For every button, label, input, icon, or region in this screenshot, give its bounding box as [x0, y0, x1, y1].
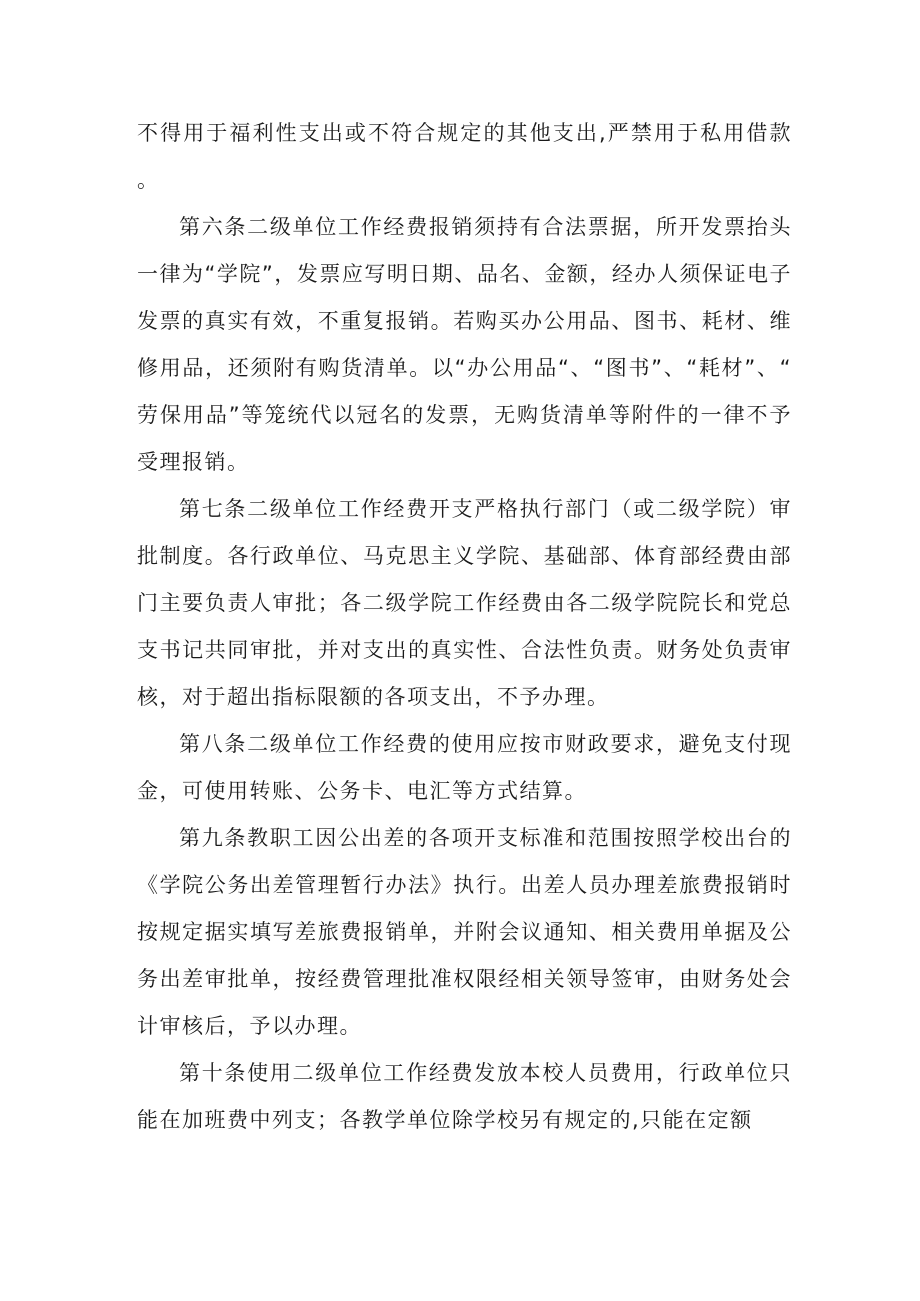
- article-6-paragraph: 第六条二级单位工作经费报销须持有合法票据，所开发票抬头一律为“学院”，发票应写明日期、品名、金额，经办人须保证电子发票的真实有效，不重复报销。若购买办公用品、图书、耗材、维修用品，还须附有购货清单。以“办公用品“、“图书”、“耗材”、“劳保用品”等笼统代以冠名的发票，无购货清单等附件的一律不予受理报销。: [137, 215, 792, 474]
- paragraph-continuation: 不得用于福利性支出或不符合规定的其他支出,严禁用于私用借款。: [137, 121, 792, 192]
- document-body: [137, 110, 792, 1144]
- article-10-paragraph: 第十条使用二级单位工作经费发放本校人员费用，行政单位只能在加班费中列支；各教学单位除学校另有规定的,只能在定额: [137, 1061, 792, 1132]
- article-9-paragraph: 第九条教职工因公出差的各项开支标准和范围按照学校出台的《学院公务出差管理暂行办法》执行。出差人员办理差旅费报销时按规定据实填写差旅费报销单，并附会议通知、相关费用单据及公务出差审批单，按经费管理批准权限经相关领导签审，由财务处会计审核后，予以办理。: [137, 826, 792, 1038]
- article-8-paragraph: 第八条二级单位工作经费的使用应按市财政要求，避免支付现金，可使用转账、公务卡、电汇等方式结算。: [137, 732, 792, 803]
- article-7-paragraph: 第七条二级单位工作经费开支严格执行部门（或二级学院）审批制度。各行政单位、马克思主义学院、基础部、体育部经费由部门主要负责人审批；各二级学院工作经费由各二级学院院长和党总支书记共同审批，并对支出的真实性、合法性负责。财务处负责审核，对于超出指标限额的各项支出，不予办理。: [137, 497, 792, 709]
